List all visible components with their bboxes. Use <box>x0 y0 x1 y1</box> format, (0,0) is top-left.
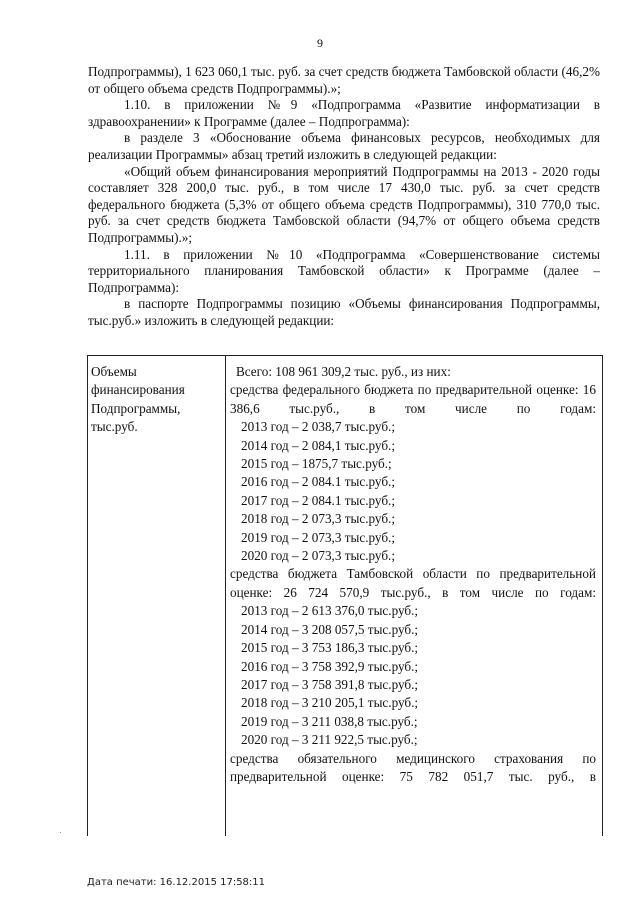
table-label-cell <box>91 363 219 437</box>
regional-year-row: 2020 год – 3 211 922,5 тыс.руб.; <box>241 732 418 748</box>
regional-year-row: 2019 год – 3 211 038,8 тыс.руб.; <box>241 713 418 729</box>
federal-year-row: 2018 год – 2 073,3 тыс.руб.; <box>241 511 396 527</box>
paragraph: Подпрограммы), 1 623 060,1 тыс. руб. за счет средств бюджета Тамбовской области (46,2% от общего объема средств Подпрограммы).»; <box>88 64 600 96</box>
paragraph: 1.10. в приложении №9 «Подпрограмма «Развитие информатизации в здравоохранении» к Программе (далее – Подпрограмма): <box>88 97 600 129</box>
paragraph: в паспорте Подпрограммы позицию «Объемы финансирования Подпрограммы, тыс.руб.» изложить в следующей редакции: <box>88 296 600 328</box>
regional-budget-heading: средства бюджета Тамбовской области по предварительной оценке: 26 724 570,9 тыс.руб., в том числе по годам: <box>230 566 596 600</box>
insurance-funds-heading: средства обязательного медицинского страхования по предварительной оценке: 75 782 051,7 тыс. руб., в <box>230 750 596 784</box>
financing-table <box>87 355 603 836</box>
paragraph: 1.11. в приложении №10 «Подпрограмма «Совершенствование системы территориального планирования Тамбовской области» к Программе (далее – Подпрограмма): <box>88 246 600 295</box>
paragraph: в разделе 3 «Обоснование объема финансовых ресурсов, необходимых для реализации Программы» абзац третий изложить в следующей редакции: <box>88 130 600 162</box>
total-amount: Всего: 108 961 309,2 тыс. руб., из них: <box>236 364 451 379</box>
federal-year-row: 2020 год – 2 073,3 тыс.руб.; <box>241 548 396 564</box>
label-line: тыс.руб. <box>91 419 138 435</box>
table-column-divider <box>225 356 226 836</box>
federal-year-row: 2017 год – 2 084.1 тыс.руб.; <box>241 492 396 508</box>
federal-budget-heading: средства федерального бюджета по предварительной оценке: 16 386,6 тыс.руб., в том числе по годам: <box>230 382 596 416</box>
federal-year-row: 2013 год – 2 038,7 тыс.руб.; <box>241 419 396 435</box>
label-line: Подпрограммы, <box>91 400 181 416</box>
document-body <box>88 64 600 330</box>
federal-year-row: 2019 год – 2 073,3 тыс.руб.; <box>241 529 396 545</box>
table-value-cell <box>230 363 596 786</box>
federal-year-row: 2016 год – 2 084.1 тыс.руб.; <box>241 474 396 490</box>
regional-year-row: 2016 год – 3 758 392,9 тыс.руб.; <box>241 658 419 674</box>
regional-year-row: 2017 год – 3 758 391,8 тыс.руб.; <box>241 676 419 692</box>
regional-year-row: 2014 год – 3 208 057,5 тыс.руб.; <box>241 621 419 637</box>
label-line: финансирования <box>91 382 185 398</box>
federal-year-row: 2015 год – 1875,7 тыс.руб.; <box>241 456 392 472</box>
regional-year-row: 2015 год – 3 753 186,3 тыс.руб.; <box>241 640 419 656</box>
label-line: Объемы <box>91 364 137 379</box>
federal-year-row: 2014 год – 2 084,1 тыс.руб.; <box>241 437 396 453</box>
scan-speck <box>60 832 61 833</box>
regional-year-row: 2013 год – 2 613 376,0 тыс.руб.; <box>241 603 419 619</box>
print-date: Дата печати: 16.12.2015 17:58:11 <box>87 877 266 888</box>
page-number: 9 <box>317 36 323 50</box>
paragraph: «Общий объем финансирования мероприятий Подпрограммы на 2013 - 2020 годы составляет 328 200,0 тыс. руб., в том числе 17 430,0 тыс. руб. за счет средств федерального бюджета (5,3% от общего объема средств Подпрограммы), 310 770,0 тыс. руб. за счет средств бюджета Тамбовской области (94,7% от общего объема средств Подпрограммы).»; <box>88 163 600 245</box>
regional-year-row: 2018 год – 3 210 205,1 тыс.руб.; <box>241 695 419 711</box>
